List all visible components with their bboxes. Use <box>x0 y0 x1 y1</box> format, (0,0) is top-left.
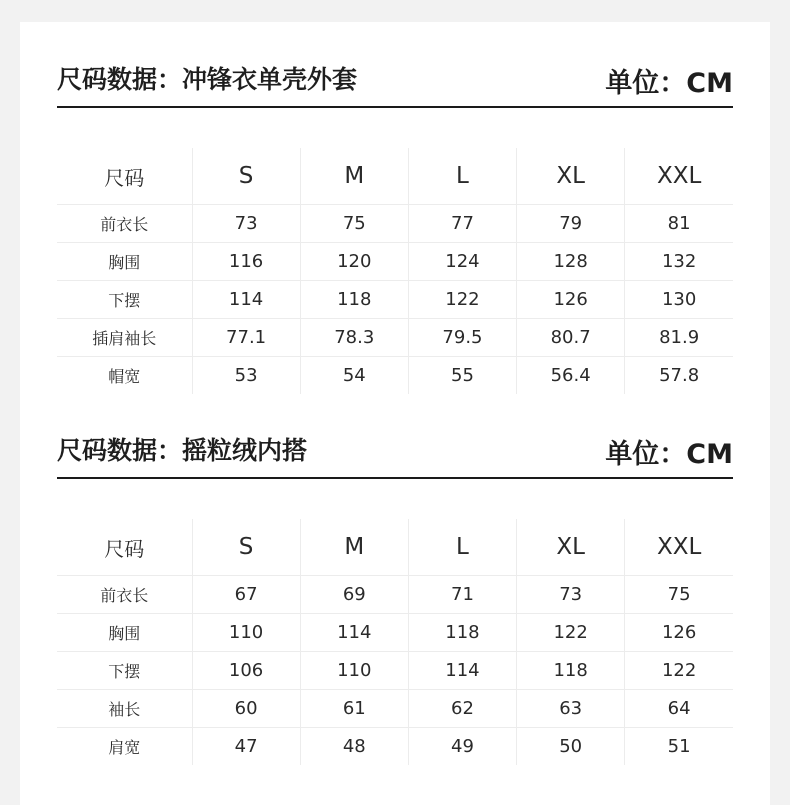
table-cell: 126 <box>517 281 625 319</box>
table-row <box>57 319 733 357</box>
size-table <box>57 519 733 765</box>
header-cell-s: S <box>192 148 300 205</box>
table-cell: 120 <box>300 243 408 281</box>
section-title: 尺码数据：冲锋衣单壳外套 <box>57 65 358 94</box>
table-cell: 71 <box>408 576 516 614</box>
table-cell: 75 <box>625 576 733 614</box>
table-cell: 77 <box>408 205 516 243</box>
table-cell: 61 <box>300 690 408 728</box>
row-label: 袖长 <box>57 690 192 728</box>
table-header-row <box>57 519 733 576</box>
table-cell: 47 <box>192 728 300 766</box>
table-cell: 114 <box>300 614 408 652</box>
table-row <box>57 652 733 690</box>
size-chart-card <box>20 22 770 805</box>
row-label: 下摆 <box>57 281 192 319</box>
header-cell-l: L <box>408 148 516 205</box>
section-header <box>57 425 733 479</box>
table-cell: 62 <box>408 690 516 728</box>
table-cell: 77.1 <box>192 319 300 357</box>
header-cell-xxl: XXL <box>625 519 733 576</box>
row-label: 肩宽 <box>57 728 192 766</box>
table-cell: 50 <box>517 728 625 766</box>
table-cell: 124 <box>408 243 516 281</box>
table-cell: 79 <box>517 205 625 243</box>
table-row <box>57 614 733 652</box>
table-cell: 57.8 <box>659 365 700 386</box>
table-cell: 78.3 <box>300 319 408 357</box>
unit-label: 单位：CM <box>605 68 733 99</box>
size-section-fleece <box>57 425 733 757</box>
table-cell: 106 <box>192 652 300 690</box>
table-cell: 118 <box>408 614 516 652</box>
table-cell: 132 <box>625 243 733 281</box>
table-cell: 64 <box>625 690 733 728</box>
table-cell: 73 <box>517 576 625 614</box>
table-cell: 60 <box>192 690 300 728</box>
header-cell-l: L <box>408 519 516 576</box>
table-cell: 63 <box>517 690 625 728</box>
row-label: 胸围 <box>57 243 192 281</box>
table-cell: 122 <box>517 614 625 652</box>
header-cell-xxl: XXL <box>625 148 733 205</box>
table-cell: 81.9 <box>625 319 733 357</box>
table-cell: 49 <box>408 728 516 766</box>
table-cell: 126 <box>625 614 733 652</box>
table-cell: 114 <box>192 281 300 319</box>
header-cell-m: M <box>300 519 408 576</box>
header-cell-size: 尺码 <box>57 148 192 205</box>
row-label: 前衣长 <box>57 205 192 243</box>
header-cell-s: S <box>192 519 300 576</box>
table-cell: 69 <box>300 576 408 614</box>
table-cell: 81 <box>625 205 733 243</box>
table-cell: 122 <box>625 652 733 690</box>
table-cell: 128 <box>517 243 625 281</box>
row-label: 帽宽 <box>57 357 192 395</box>
table-cell: 75 <box>300 205 408 243</box>
table-row <box>57 690 733 728</box>
size-section-shell-jacket <box>57 54 733 386</box>
size-table <box>57 148 733 394</box>
table-cell: 73 <box>192 205 300 243</box>
row-label: 前衣长 <box>57 576 192 614</box>
table-row <box>57 205 733 243</box>
table-cell: 54 <box>300 357 408 395</box>
table-cell: 56.4 <box>517 357 625 395</box>
table-cell: 116 <box>192 243 300 281</box>
table-row <box>57 728 733 766</box>
table-row <box>57 357 733 395</box>
header-cell-xl: XL <box>517 519 625 576</box>
table-cell: 110 <box>300 652 408 690</box>
table-cell: 118 <box>300 281 408 319</box>
table-row <box>57 576 733 614</box>
table-cell: 51 <box>667 736 691 757</box>
header-cell-size: 尺码 <box>57 519 192 576</box>
table-cell: 67 <box>192 576 300 614</box>
table-cell: 55 <box>408 357 516 395</box>
table-header-row <box>57 148 733 205</box>
header-cell-m: M <box>300 148 408 205</box>
table-row <box>57 243 733 281</box>
table-cell: 48 <box>300 728 408 766</box>
table-cell: 118 <box>517 652 625 690</box>
row-label: 下摆 <box>57 652 192 690</box>
table-cell: 80.7 <box>517 319 625 357</box>
section-title: 尺码数据：摇粒绒内搭 <box>57 436 308 465</box>
table-cell: 130 <box>625 281 733 319</box>
section-header <box>57 54 733 108</box>
table-cell: 122 <box>408 281 516 319</box>
table-row <box>57 281 733 319</box>
header-cell-xl: XL <box>517 148 625 205</box>
table-cell: 79.5 <box>408 319 516 357</box>
row-label: 插肩袖长 <box>57 319 192 357</box>
table-cell: 53 <box>192 357 300 395</box>
unit-label: 单位：CM <box>605 439 733 470</box>
row-label: 胸围 <box>57 614 192 652</box>
table-cell: 110 <box>192 614 300 652</box>
table-cell: 114 <box>408 652 516 690</box>
